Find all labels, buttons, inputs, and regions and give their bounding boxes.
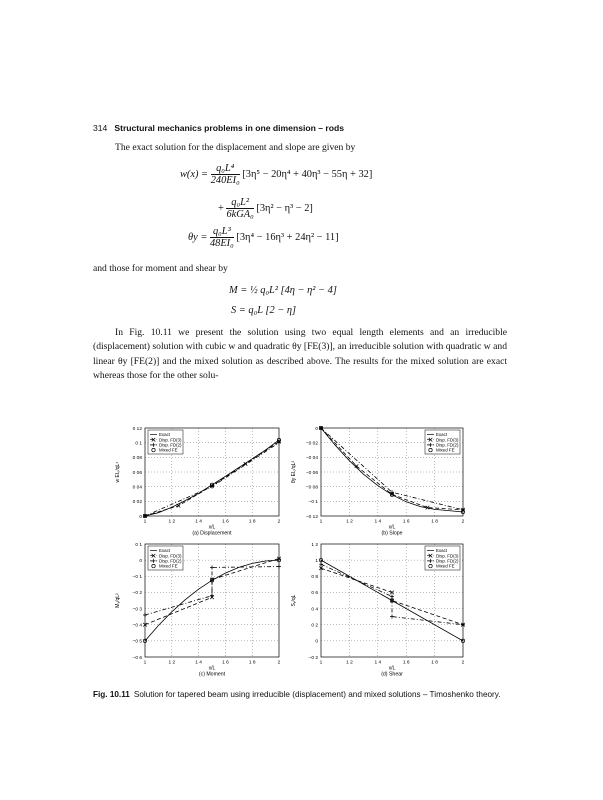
fraction-numerator: q₀L³	[210, 226, 234, 238]
fraction-numerator: q₀L²	[226, 197, 253, 209]
y-axis-label: w EI₀/qL⁴	[115, 461, 121, 483]
fraction-denominator: 240EI₀	[210, 175, 240, 186]
legend-label: Disp. FD(3)	[436, 437, 459, 443]
y-tick-label: −0 04	[305, 456, 318, 462]
legend-label: Disp. FD(3)	[159, 553, 182, 559]
x-tick-label: 1 8	[248, 519, 256, 525]
x-tick-label: 2	[461, 660, 465, 666]
y-tick-label: −0 1	[132, 575, 142, 581]
x-tick-label: 2	[277, 660, 281, 666]
figure-caption	[93, 689, 507, 700]
fraction-numerator: q₀L⁴	[211, 163, 240, 175]
y-tick-label: −0 3	[132, 607, 142, 613]
legend	[148, 546, 183, 570]
x-tick-label: 1 4	[374, 660, 382, 666]
equation-w-lhs: w(x) =	[180, 168, 209, 180]
fraction-denominator: 6kGA₀	[226, 209, 254, 220]
x-tick-label: 1 4	[195, 660, 202, 666]
legend-label: Exact	[436, 548, 447, 554]
data-point	[210, 565, 214, 569]
y-tick-label: −0 1	[308, 500, 318, 506]
subplot-title: (d) Shear	[381, 671, 403, 678]
x-tick-label: 1 2	[346, 519, 353, 525]
y-axis-label: θy EI₀/qL³	[291, 460, 297, 484]
legend-label: Disp. FD(2)	[436, 442, 459, 448]
legend-label: Mixed FE	[159, 563, 178, 569]
caption-text: Solution for tapered beam using irreducible (displacement) and mixed solutions – Timoshenko theory.	[133, 690, 501, 699]
y-tick-label: 0	[315, 639, 318, 645]
fraction-denominator: 48EI₀	[209, 238, 234, 249]
legend-label: Disp. FD(2)	[159, 558, 182, 564]
caption-label: Fig. 10.11	[93, 690, 130, 699]
legend-label: Exact	[159, 548, 170, 554]
running-title: Structural mechanics problems in one dimension – rods	[114, 123, 345, 133]
x-tick-label: 1 4	[374, 519, 382, 525]
legend	[425, 430, 460, 454]
y-tick-label: −0 08	[305, 485, 318, 491]
y-tick-label: −0 4	[132, 623, 142, 629]
chart-c	[115, 542, 281, 678]
y-tick-label: 0 4	[311, 607, 318, 613]
y-tick-label: −0 2	[308, 655, 318, 661]
legend	[425, 546, 460, 570]
intro-text: The exact solution for the displacement and slope are given by	[115, 142, 356, 153]
y-tick-label: 0 6	[311, 591, 318, 597]
chart-b	[291, 426, 465, 537]
equation-theta-bracket: [3η⁴ − 16η³ + 24η² − 11]	[236, 231, 339, 243]
x-tick-label: 1	[319, 519, 323, 525]
series-line	[145, 567, 279, 615]
data-point	[210, 594, 214, 598]
x-tick-label: 1 6	[222, 660, 229, 666]
equation-shear: S = q₀L [2 − η]	[231, 305, 297, 316]
y-tick-label: 0 12	[132, 426, 142, 432]
y-tick-label: 0 04	[132, 485, 142, 491]
y-tick-label: −0 6	[132, 655, 142, 661]
x-tick-label: 2	[461, 519, 465, 525]
legend-label: Disp. FD(3)	[159, 437, 182, 443]
chart-d	[291, 542, 465, 678]
moment-shear-intro: and those for moment and shear by	[93, 263, 228, 274]
x-tick-label: 1 8	[431, 660, 438, 666]
legend	[148, 430, 183, 454]
x-tick-label: 1 6	[222, 519, 229, 525]
x-axis-label: x/L	[388, 665, 396, 672]
equation-plus: +	[218, 202, 224, 214]
y-tick-label: 0 2	[311, 623, 318, 629]
data-point	[390, 615, 394, 619]
x-tick-label: 1	[143, 660, 147, 666]
legend-label: Disp. FD(2)	[159, 442, 182, 448]
y-tick-label: −0 2	[132, 591, 142, 597]
x-tick-label: 1 4	[195, 519, 202, 525]
y-tick-label: −0 02	[305, 441, 318, 447]
equation-w-bracket-2: [3η² − η³ − 2]	[256, 202, 313, 214]
y-tick-label: 0 02	[132, 500, 142, 506]
subplot-title: (a) Displacement	[192, 530, 232, 537]
legend-label: Exact	[436, 432, 447, 438]
y-tick-label: −0 06	[305, 470, 318, 476]
y-tick-label: 0 06	[132, 470, 142, 476]
page-number: 314	[93, 123, 108, 133]
legend-label: Disp. FD(2)	[436, 558, 459, 564]
equation-moment: M = ½ q₀L² [4η − η² − 4]	[229, 285, 337, 296]
equation-w-bracket-1: [3η⁵ − 20η⁴ + 40η³ − 55η + 32]	[242, 168, 373, 180]
chart-a	[115, 426, 281, 537]
y-tick-label: −0 5	[132, 639, 142, 645]
y-tick-label: 0	[139, 558, 142, 564]
x-tick-label: 1 6	[402, 660, 410, 666]
legend-label: Disp. FD(3)	[436, 553, 459, 559]
x-tick-label: 1 2	[168, 660, 176, 666]
x-axis-label: x/L	[208, 665, 216, 672]
y-tick-label: 0 1	[135, 542, 142, 548]
y-axis-label: Mᵧ/qL²	[115, 593, 121, 608]
body-paragraph: In Fig. 10.11 we present the solution using two equal length elements and an irreducible (displacement) solution with cubic w and quadratic θy [FE(3)], an irreducible solution with quadratic w and linear θy [FE(2)] and the mixed solution as described above. The results for the mixed solution are exact whereas those for the other solu-	[93, 327, 507, 381]
y-tick-label: 1	[315, 558, 318, 564]
y-tick-label: 0	[315, 426, 318, 432]
x-tick-label: 1 2	[346, 660, 353, 666]
subplot-title: (b) Slope	[381, 530, 403, 537]
x-tick-label: 1 8	[248, 660, 256, 666]
y-tick-label: 0 8	[311, 575, 318, 581]
equation-theta-lhs: θy =	[188, 231, 208, 243]
x-axis-label: x/L	[388, 524, 396, 531]
y-tick-label: −0 12	[305, 514, 318, 520]
y-tick-label: 0	[139, 514, 142, 520]
legend-label: Mixed FE	[436, 447, 455, 453]
x-tick-label: 1 6	[402, 519, 410, 525]
y-tick-label: 1 2	[311, 542, 318, 548]
y-tick-label: 0 1	[135, 441, 142, 447]
x-axis-label: x/L	[208, 524, 216, 531]
legend-label: Mixed FE	[436, 563, 455, 569]
x-tick-label: 1 2	[168, 519, 176, 525]
x-tick-label: 2	[277, 519, 281, 525]
subplot-title: (c) Moment	[198, 671, 226, 678]
y-axis-label: Sᵧ/qL	[291, 594, 297, 607]
legend-label: Exact	[159, 432, 170, 438]
x-tick-label: 1	[143, 519, 147, 525]
x-tick-label: 1 8	[431, 519, 438, 525]
x-tick-label: 1	[319, 660, 323, 666]
data-point	[390, 594, 394, 598]
legend-label: Mixed FE	[159, 447, 178, 453]
y-tick-label: 0 08	[132, 456, 142, 462]
